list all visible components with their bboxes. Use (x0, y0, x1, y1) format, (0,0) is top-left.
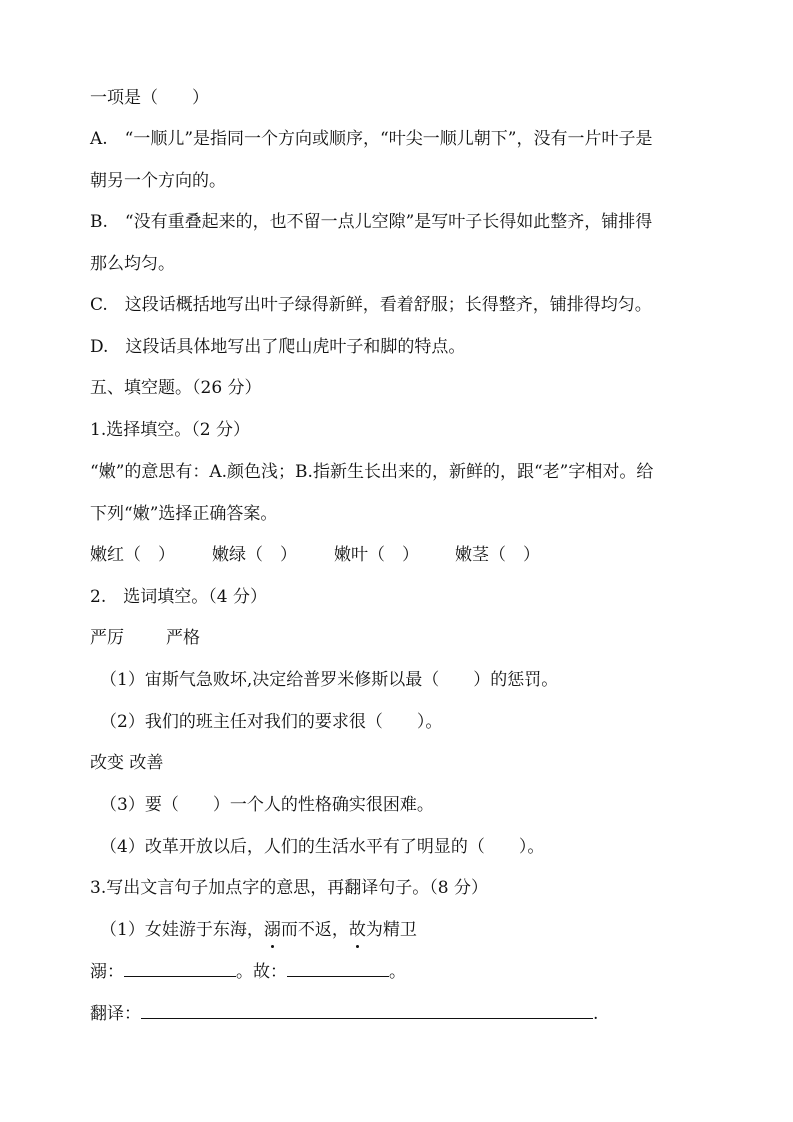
answer-blank-gu[interactable] (287, 960, 389, 977)
answer-blank-ni[interactable] (124, 960, 236, 977)
separator-1: 。 (236, 962, 253, 982)
item-nen-lv: 嫩绿（ ） (212, 545, 297, 565)
label-translation: 翻译： (90, 1004, 141, 1024)
word-pair-1 (90, 627, 710, 649)
question-3-title: 3.写出文言句子加点字的意思，再翻译句子。（8 分） (90, 878, 488, 898)
option-a-line-2: 朝另一个方向的。 (90, 171, 226, 191)
word-pair-2: 改变 改善 (90, 753, 164, 773)
item-nen-jing: 嫩茎（ ） (455, 545, 540, 565)
item-nen-ye: 嫩叶（ ） (334, 545, 419, 565)
translation-answer-line (90, 1002, 710, 1025)
answer-blank-translation[interactable] (141, 1002, 593, 1019)
question-2-sentence-4: （4）改革开放以后，人们的生活水平有了明显的（ ）。 (100, 837, 545, 857)
classical-sentence (100, 919, 720, 941)
question-2-title: 2. 选词填空。（4 分） (90, 587, 267, 607)
question-1-title: 1.选择填空。（2 分） (90, 420, 250, 440)
classical-sentence-part-1: （1）女娃游于东海， (100, 920, 264, 940)
question-2-sentence-3: （3）要（ ）一个人的性格确实很困难。 (100, 795, 434, 815)
option-d: D. 这段话具体地写出了爬山虎叶子和脚的特点。 (90, 337, 466, 357)
question-2-sentence-2: （2）我们的班主任对我们的要求很（ ）。 (100, 712, 443, 732)
question-1-items (90, 544, 710, 566)
dotted-char-gu: 故 (348, 920, 366, 940)
item-nen-hong: 嫩红（ ） (90, 545, 175, 565)
separator-2: 。 (389, 962, 406, 982)
question-1-definition-line-1: “嫩”的意思有：A.颜色浅；B.指新生长出来的，新鲜的，跟“老”字相对。给 (90, 462, 654, 482)
dotted-char-ni: 溺 (263, 920, 281, 940)
label-gu: 故： (253, 962, 287, 982)
translation-end-mark: . (593, 1004, 599, 1024)
section-5-heading: 五、填空题。（26 分） (90, 378, 262, 398)
question-2-sentence-1: （1）宙斯气急败坏,决定给普罗米修斯以最（ ）的惩罚。 (100, 670, 559, 690)
option-a-line-1: A. “一顺儿”是指同一个方向或顺序，“叶尖一顺儿朝下”，没有一片叶子是 (90, 129, 653, 149)
option-c: C. 这段话概括地写出叶子绿得新鲜，看着舒服；长得整齐，铺排得均匀。 (90, 295, 652, 315)
question-stem-end: 一项是（ ） (90, 88, 209, 108)
classical-sentence-part-2: 而不返， (280, 920, 349, 940)
classical-sentence-part-3: 为精卫 (365, 920, 417, 940)
label-ni: 溺： (90, 962, 124, 982)
option-b-line-2: 那么均匀。 (90, 254, 175, 274)
word-yange: 严格 (166, 628, 200, 648)
meaning-answer-line (90, 960, 710, 983)
word-yanli: 严厉 (90, 628, 124, 648)
option-b-line-1: B. “没有重叠起来的，也不留一点儿空隙”是写叶子长得如此整齐，铺排得 (90, 212, 653, 232)
question-1-definition-line-2: 下列“嫩”选择正确答案。 (90, 504, 278, 524)
